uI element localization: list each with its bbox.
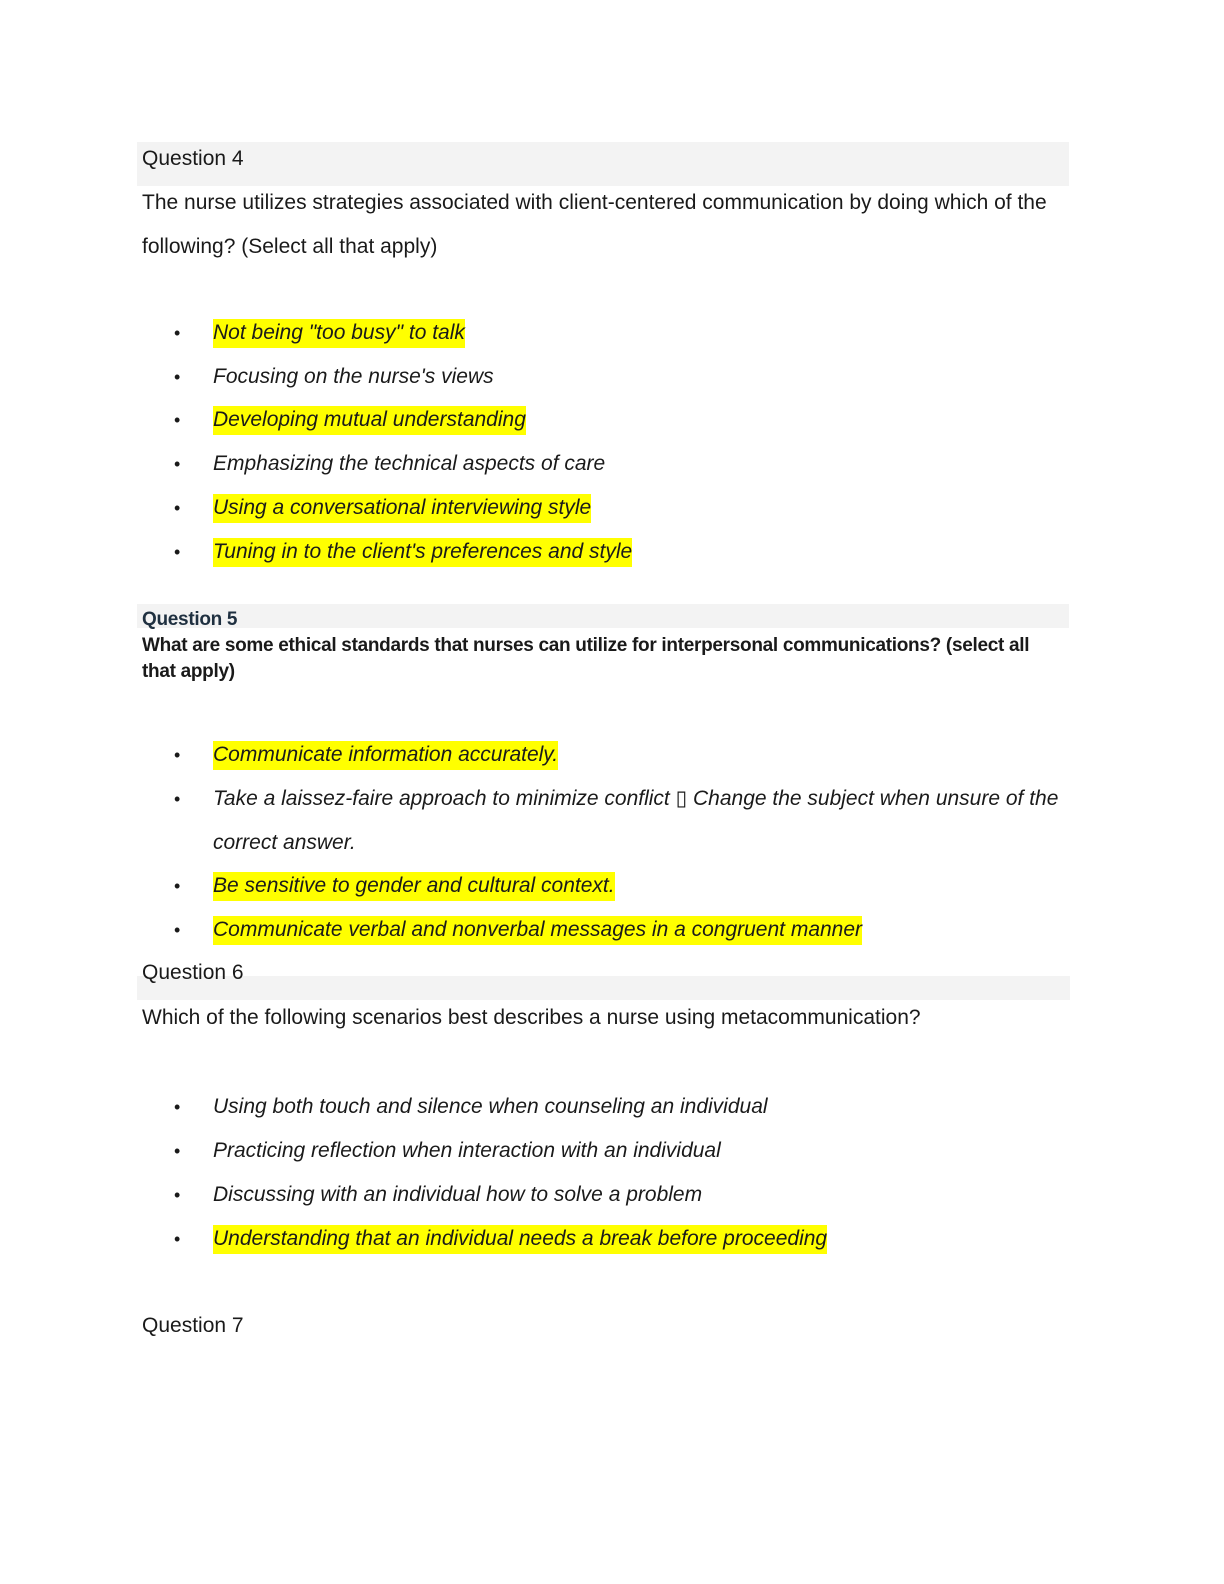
option-text: Emphasizing the technical aspects of care — [213, 452, 606, 475]
question-5-prompt: What are some ethical standards that nurses can utilize for interpersonal communications? (select all that apply) — [142, 635, 1030, 682]
option-text: Not being "too busy" to talk — [213, 319, 465, 348]
bullet-icon: • — [174, 745, 181, 765]
bullet-icon: • — [174, 323, 181, 343]
option-text: Communicate verbal and nonverbal messages in a congruent manner — [213, 916, 862, 945]
option-text: Using both touch and silence when counseling an individual — [213, 1095, 768, 1118]
option-text: Discussing with an individual how to solve a problem — [213, 1183, 703, 1206]
bullet-icon: • — [174, 1185, 181, 1205]
option-text: Practicing reflection when interaction with an individual — [213, 1139, 721, 1162]
question-6-title: Question 6 — [142, 961, 244, 984]
question-4-title: Question 4 — [142, 147, 244, 170]
question-4-prompt: The nurse utilizes strategies associated with client-centered communication by doing which of the following? (Select all that apply) — [142, 191, 1047, 258]
question-5-title-bar — [137, 604, 1069, 628]
bullet-icon: • — [174, 410, 181, 430]
question-7-title: Question 7 — [142, 1314, 244, 1337]
bullet-icon: • — [174, 498, 181, 518]
bullet-icon: • — [174, 1141, 181, 1161]
bullet-icon: • — [174, 367, 181, 387]
bullet-icon: • — [174, 1097, 181, 1117]
option-text: Understanding that an individual needs a break before proceeding — [213, 1225, 827, 1254]
option-text: Be sensitive to gender and cultural context. — [213, 872, 615, 901]
bullet-icon: • — [174, 454, 181, 474]
bullet-icon: • — [174, 789, 181, 809]
option-text: Tuning in to the client's preferences and style — [213, 538, 632, 567]
bullet-icon: • — [174, 542, 181, 562]
question-6-prompt: Which of the following scenarios best describes a nurse using metacommunication? — [142, 1006, 921, 1029]
option-text: Using a conversational interviewing style — [213, 494, 591, 523]
option-text: Communicate information accurately. — [213, 741, 558, 770]
bullet-icon: • — [174, 920, 181, 940]
option-text: Take a laissez-faire approach to minimize conflict ▯ Change the subject when unsure of the correct answer. — [213, 787, 1059, 854]
bullet-icon: • — [174, 876, 181, 896]
option-text: Developing mutual understanding — [213, 406, 526, 435]
option-text: Focusing on the nurse's views — [213, 365, 494, 388]
question-5-title: Question 5 — [142, 609, 238, 630]
question-4-title-bar — [137, 142, 1069, 186]
bullet-icon: • — [174, 1229, 181, 1249]
